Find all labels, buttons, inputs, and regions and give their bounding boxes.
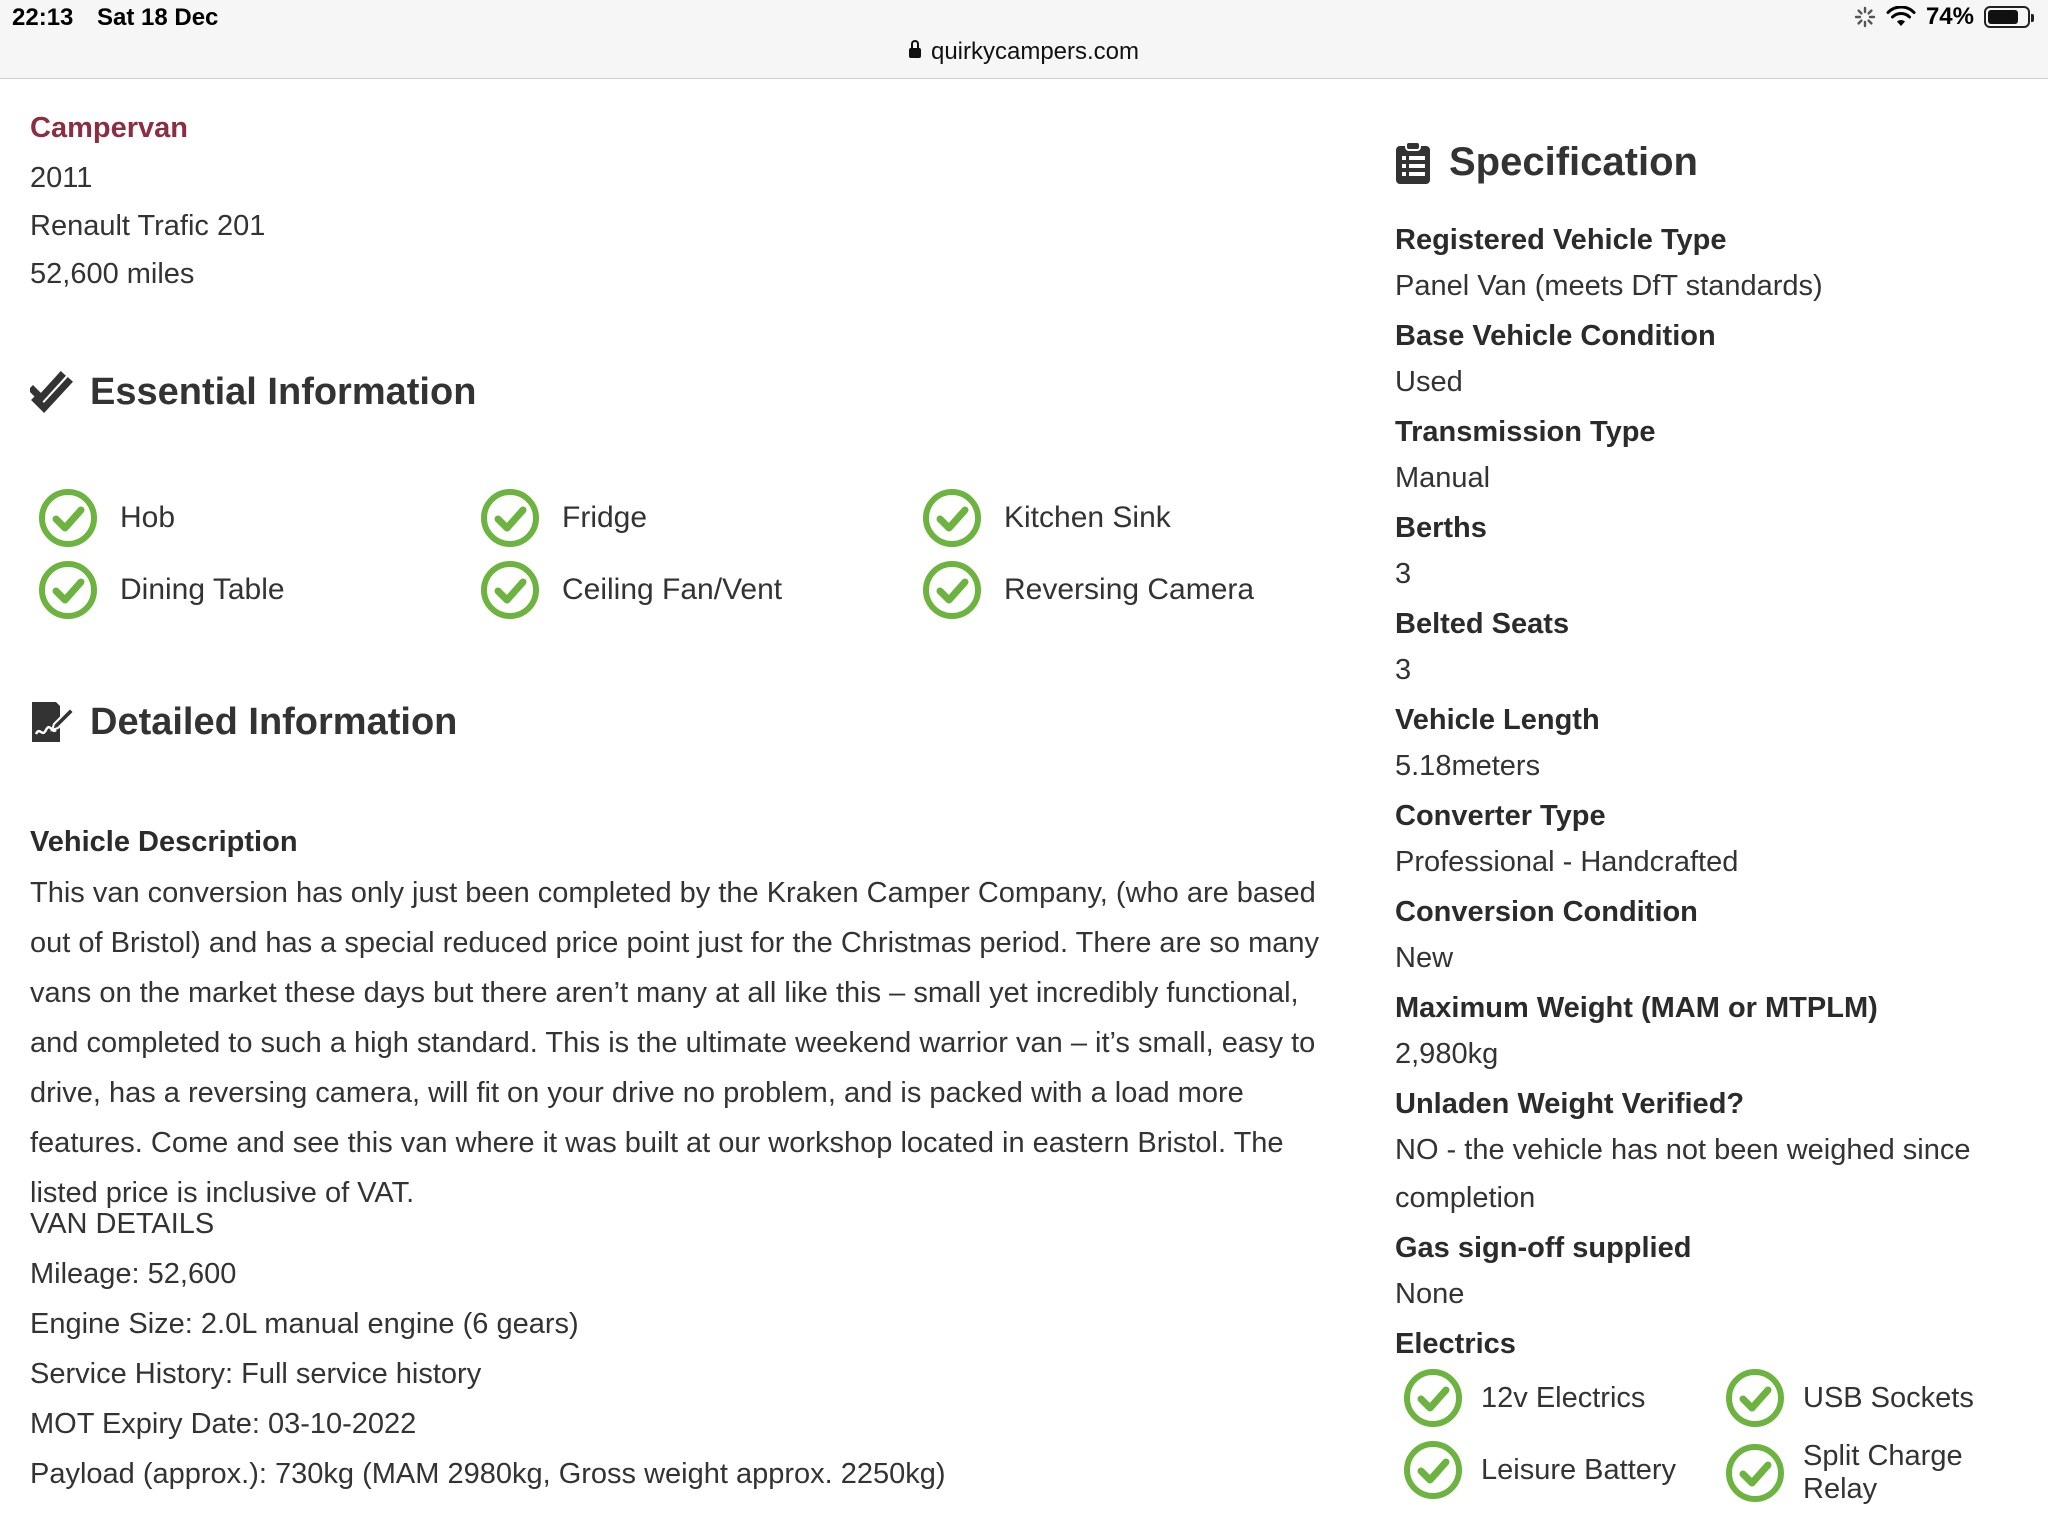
vehicle-mileage: 52,600 miles <box>30 258 195 290</box>
spec-label: Belted Seats <box>1395 608 1570 640</box>
clipboard-list-icon <box>1395 141 1431 185</box>
feature-label: Ceiling Fan/Vent <box>562 573 783 606</box>
spec-value: 2,980kg <box>1395 1038 1499 1070</box>
address-bar[interactable] <box>0 38 2048 66</box>
detailed-heading-text: Detailed Information <box>90 700 458 743</box>
spec-label: Vehicle Length <box>1395 704 1600 736</box>
url-text: quirkycampers.com <box>930 38 1140 65</box>
van-detail-line: Mileage: 52,600 <box>30 1258 237 1290</box>
electrics-item-label: 12v Electrics <box>1481 1381 1646 1414</box>
electrics-item-label: USB Sockets <box>1803 1381 1974 1414</box>
spec-value: NO - the vehicle has not been weighed since completion <box>1395 1134 1971 1214</box>
green-check-icon <box>922 488 982 548</box>
signature-document-icon <box>30 700 74 744</box>
spec-value: New <box>1395 942 1454 974</box>
spec-value: 3 <box>1395 558 1412 590</box>
battery-icon <box>1984 6 2030 28</box>
lock-icon <box>909 48 921 58</box>
spec-value: 3 <box>1395 654 1412 686</box>
essential-heading <box>30 370 476 414</box>
spec-label: Gas sign-off supplied <box>1395 1232 1692 1264</box>
green-check-icon <box>38 488 98 548</box>
spec-label: Base Vehicle Condition <box>1395 320 1716 352</box>
vehicle-description: This van conversion has only just been completed by the Kraken Camper Company, (who are based out of Bristol) and has a special reduced price point just for the Christmas period. There are so many vans on the market these days but there aren’t many at all like this – small yet incredibly functional, and completed to such a high standard. This is the ultimate weekend warrior van – it’s small, easy to drive, has a reversing camera, will fit on your drive no problem, and is packed with a load more features. Come and see this van where it was built at our workshop located in eastern Bristol. The listed price is inclusive of VAT. <box>30 877 1319 1209</box>
spec-value: None <box>1395 1278 1465 1310</box>
feature-item <box>922 488 1171 548</box>
green-check-icon <box>1403 1368 1463 1428</box>
spec-value: Manual <box>1395 462 1491 494</box>
feature-label: Fridge <box>562 501 648 534</box>
loading-icon <box>1854 6 1876 28</box>
van-detail-line: Service History: Full service history <box>30 1358 482 1390</box>
status-indicators <box>1854 3 2030 31</box>
feature-item <box>38 560 285 620</box>
electrics-label: Electrics <box>1395 1328 1516 1360</box>
electrics-item <box>1403 1368 1645 1428</box>
essential-heading-text: Essential Information <box>90 370 477 413</box>
vehicle-year: 2011 <box>30 162 93 194</box>
green-check-icon <box>38 560 98 620</box>
status-bar <box>0 0 2048 79</box>
feature-label: Hob <box>120 501 176 534</box>
vehicle-model: Renault Trafic 201 <box>30 210 266 242</box>
van-detail-line: MOT Expiry Date: 03-10-2022 <box>30 1408 417 1440</box>
spec-value: 5.18meters <box>1395 750 1541 782</box>
vehicle-type: Campervan <box>30 112 188 144</box>
feature-label: Dining Table <box>120 573 285 606</box>
green-check-icon <box>1725 1368 1785 1428</box>
specification-heading <box>1395 140 1698 185</box>
detailed-heading <box>30 700 457 744</box>
green-check-icon <box>480 560 540 620</box>
status-time: 22:13 <box>12 4 74 31</box>
electrics-item-label: Leisure Battery <box>1481 1453 1677 1486</box>
electrics-item <box>1725 1440 2015 1506</box>
spec-label: Maximum Weight (MAM or MTPLM) <box>1395 992 1878 1024</box>
spec-label: Registered Vehicle Type <box>1395 224 1727 256</box>
spec-value: Professional - Handcrafted <box>1395 846 1739 878</box>
wifi-icon <box>1886 6 1916 28</box>
electrics-item <box>1725 1368 1974 1428</box>
electrics-item <box>1403 1440 1676 1500</box>
green-check-icon <box>480 488 540 548</box>
feature-label: Reversing Camera <box>1004 573 1255 606</box>
spec-label: Transmission Type <box>1395 416 1656 448</box>
van-detail-line: Payload (approx.): 730kg (MAM 2980kg, Gross weight approx. 2250kg) <box>30 1458 946 1490</box>
spec-label: Unladen Weight Verified? <box>1395 1088 1745 1120</box>
status-date: Sat 18 Dec <box>97 4 219 31</box>
van-detail-line: Engine Size: 2.0L manual engine (6 gears) <box>30 1308 579 1340</box>
spec-label: Conversion Condition <box>1395 896 1698 928</box>
spec-label: Berths <box>1395 512 1487 544</box>
green-check-icon <box>1725 1443 1785 1503</box>
electrics-item-label: Split Charge Relay <box>1803 1440 1963 1505</box>
vehicle-description-title: Vehicle Description <box>30 826 298 858</box>
double-check-icon <box>30 370 74 414</box>
feature-item <box>922 560 1254 620</box>
feature-item <box>480 488 647 548</box>
green-check-icon <box>1403 1440 1463 1500</box>
spec-value: Used <box>1395 366 1463 398</box>
battery-percent: 74% <box>1925 3 1974 30</box>
specification-heading-text: Specification <box>1449 140 1698 184</box>
feature-item <box>480 560 782 620</box>
feature-label: Kitchen Sink <box>1004 501 1171 534</box>
spec-label: Converter Type <box>1395 800 1606 832</box>
van-details-title: VAN DETAILS <box>30 1208 215 1240</box>
green-check-icon <box>922 560 982 620</box>
feature-item <box>38 488 175 548</box>
spec-value: Panel Van (meets DfT standards) <box>1395 270 1823 302</box>
